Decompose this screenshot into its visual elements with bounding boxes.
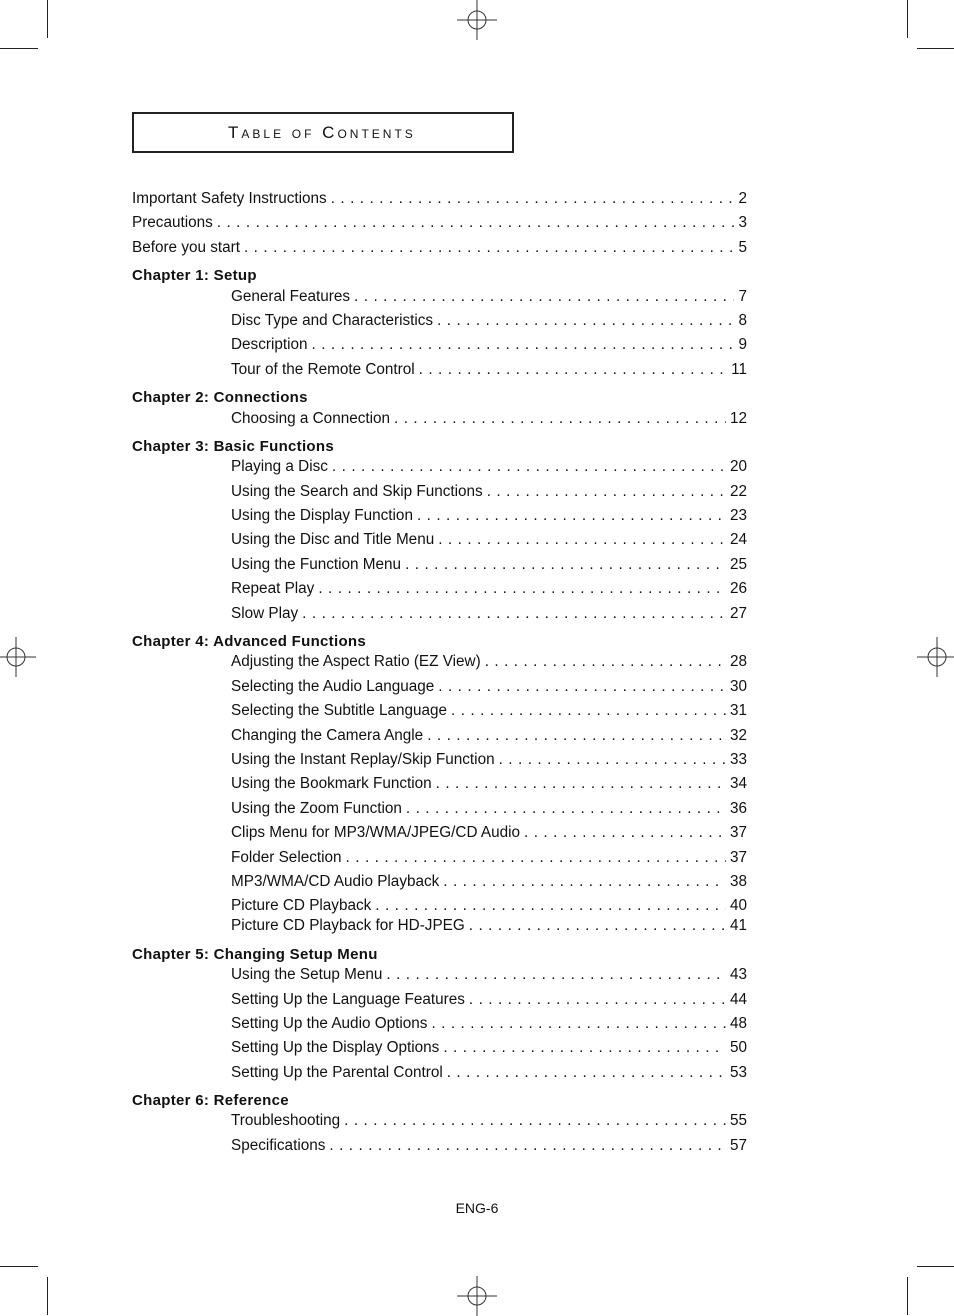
toc-entry[interactable] xyxy=(132,897,747,917)
toc-entry-page: 20 xyxy=(729,458,747,476)
toc-entry-title: Important Safety Instructions xyxy=(132,190,327,207)
toc-entry-page: 38 xyxy=(729,872,747,890)
toc-entry-title: Troubleshooting xyxy=(231,1112,341,1130)
dot-leader xyxy=(302,605,726,623)
dot-leader xyxy=(354,288,734,306)
dot-leader xyxy=(386,966,726,984)
dot-leader xyxy=(332,458,726,476)
crop-mark xyxy=(47,0,48,38)
dot-leader xyxy=(427,727,726,745)
chapter-heading: Chapter 4: Advanced Functions xyxy=(132,633,367,651)
toc-entry-title: Setting Up the Audio Options xyxy=(231,1014,428,1032)
crop-mark xyxy=(907,1277,908,1315)
toc-entry[interactable] xyxy=(132,775,747,799)
toc-entry[interactable] xyxy=(132,214,747,238)
toc-entry-title: Using the Bookmark Function xyxy=(231,775,432,793)
dot-leader xyxy=(244,239,735,257)
toc-entry[interactable] xyxy=(132,507,747,531)
toc-entry[interactable] xyxy=(132,580,747,604)
registration-mark-icon xyxy=(917,637,954,677)
toc-entry[interactable] xyxy=(132,556,747,580)
toc-entry-page: 3 xyxy=(738,214,747,232)
toc-entry-page: 9 xyxy=(738,336,747,354)
page-title: Table of Contents xyxy=(228,123,416,142)
toc-entry-title: Picture CD Playback for HD-JPEG xyxy=(231,917,465,935)
toc-entry-page: 43 xyxy=(729,966,747,984)
dot-leader xyxy=(499,751,726,769)
toc-entry[interactable] xyxy=(132,873,747,897)
toc-entry-page: 23 xyxy=(729,507,747,525)
toc-entry-page: 25 xyxy=(729,555,747,573)
page-number: ENG-6 xyxy=(455,1200,499,1216)
toc-entry-title: Clips Menu for MP3/WMA/JPEG/CD Audio xyxy=(231,824,521,842)
toc-entry-title: Using the Search and Skip Functions xyxy=(231,482,483,500)
toc-entry-title: Selecting the Audio Language xyxy=(231,677,435,695)
toc-entry-page: 57 xyxy=(729,1136,747,1154)
toc-entry[interactable] xyxy=(132,991,747,1015)
toc-entry-page: 12 xyxy=(729,409,747,427)
toc-entry[interactable] xyxy=(132,190,747,214)
toc-entry-title: Using the Disc and Title Menu xyxy=(231,531,435,549)
dot-leader xyxy=(469,917,726,935)
toc-entry[interactable] xyxy=(132,678,747,702)
toc-entry-title: Precautions xyxy=(132,214,213,232)
toc-entry[interactable] xyxy=(132,1039,747,1063)
toc-entry[interactable] xyxy=(132,1137,747,1161)
dot-leader xyxy=(318,580,726,598)
toc-entry[interactable] xyxy=(132,410,747,434)
toc-entry[interactable] xyxy=(132,800,747,824)
toc-entry-title: Folder Selection xyxy=(231,848,342,866)
toc-entry-page: 48 xyxy=(729,1014,747,1032)
toc-entry-page: 33 xyxy=(729,750,747,768)
dot-leader xyxy=(329,1137,726,1155)
chapter-heading: Chapter 2: Connections xyxy=(132,389,308,407)
toc-entry-page: 2 xyxy=(738,190,747,207)
toc-entry-page: 31 xyxy=(729,702,747,720)
toc-entry[interactable] xyxy=(132,239,747,263)
toc-entry-page: 55 xyxy=(729,1112,747,1130)
toc-entry-page: 7 xyxy=(738,287,747,305)
registration-mark-icon xyxy=(457,0,497,40)
toc-entry[interactable] xyxy=(132,849,747,873)
dot-leader xyxy=(331,190,735,208)
toc-entry[interactable] xyxy=(132,966,747,990)
dot-leader xyxy=(485,653,726,671)
toc-entry[interactable] xyxy=(132,458,747,482)
dot-leader xyxy=(217,214,735,232)
dot-leader xyxy=(417,507,726,525)
registration-mark-icon xyxy=(0,637,36,677)
toc-entry[interactable] xyxy=(132,531,747,555)
toc-entry-page: 28 xyxy=(729,653,747,671)
toc-entry-title: Selecting the Subtitle Language xyxy=(231,702,448,720)
toc-entry[interactable] xyxy=(132,1015,747,1039)
dot-leader xyxy=(394,410,726,428)
toc-entry-page: 53 xyxy=(729,1063,747,1081)
dot-leader xyxy=(438,678,726,696)
toc-entry-page: 34 xyxy=(729,775,747,793)
dot-leader xyxy=(436,775,726,793)
toc-entry-page: 50 xyxy=(729,1039,747,1057)
chapter-heading: Chapter 5: Changing Setup Menu xyxy=(132,945,378,963)
toc-entry-title: Using the Instant Replay/Skip Function xyxy=(231,750,495,768)
toc-entry-title: Disc Type and Characteristics xyxy=(231,311,434,329)
toc-entry-title: Changing the Camera Angle xyxy=(231,726,424,744)
toc-entry-title: Repeat Play xyxy=(231,580,315,598)
dot-leader xyxy=(431,1015,726,1033)
dot-leader xyxy=(443,873,726,891)
toc-entry[interactable] xyxy=(132,1112,747,1136)
toc-entry-title: Picture CD Playback xyxy=(231,897,372,915)
dot-leader xyxy=(405,556,726,574)
toc-entry[interactable] xyxy=(132,824,747,848)
toc-entry-title: Setting Up the Display Options xyxy=(231,1039,440,1057)
dot-leader xyxy=(419,361,727,379)
dot-leader xyxy=(469,991,726,1009)
dot-leader xyxy=(438,531,726,549)
toc-entry-title: Using the Setup Menu xyxy=(231,966,383,984)
chapter-heading: Chapter 3: Basic Functions xyxy=(132,437,335,455)
toc-entry-page: 24 xyxy=(729,531,747,549)
toc-entry-title: Adjusting the Aspect Ratio (EZ View) xyxy=(231,653,481,671)
toc-entry[interactable] xyxy=(132,605,747,629)
toc-entry-title: Slow Play xyxy=(231,604,299,622)
chapter-heading: Chapter 1: Setup xyxy=(132,267,257,285)
dot-leader xyxy=(437,312,734,330)
crop-mark xyxy=(917,48,954,49)
dot-leader xyxy=(451,702,726,720)
dot-leader xyxy=(487,483,726,501)
toc-entry-title: Specifications xyxy=(231,1136,326,1154)
toc-entry[interactable] xyxy=(132,361,747,385)
toc-entry-page: 32 xyxy=(729,726,747,744)
toc-entry-title: Using the Zoom Function xyxy=(231,799,402,817)
toc-entry-title: Before you start xyxy=(132,238,240,256)
toc-entry-title: Using the Function Menu xyxy=(231,555,402,573)
crop-mark xyxy=(0,1266,38,1267)
crop-mark xyxy=(907,0,908,38)
registration-mark-icon xyxy=(457,1276,497,1316)
dot-leader xyxy=(375,897,726,915)
toc-entry-title: Description xyxy=(231,336,308,354)
title-box xyxy=(132,112,514,153)
toc-entry[interactable] xyxy=(132,483,747,507)
toc-entry-page: 36 xyxy=(729,799,747,817)
toc-entry[interactable] xyxy=(132,653,747,677)
toc-entry[interactable] xyxy=(132,336,747,360)
toc-entry-page: 30 xyxy=(729,677,747,695)
toc-entry-page: 37 xyxy=(729,848,747,866)
toc-entry[interactable] xyxy=(132,727,747,751)
dot-leader xyxy=(346,849,726,867)
toc-entry-page: 44 xyxy=(729,990,747,1008)
toc-entry-title: General Features xyxy=(231,287,351,305)
toc-entry-title: Playing a Disc xyxy=(231,458,328,476)
toc-entry-page: 8 xyxy=(738,311,747,329)
toc-entry-page: 5 xyxy=(738,238,747,256)
toc-entry-title: MP3/WMA/CD Audio Playback xyxy=(231,872,440,890)
toc-entry[interactable] xyxy=(132,702,747,726)
toc-entry-title: Choosing a Connection xyxy=(231,409,391,427)
toc-entry-page: 26 xyxy=(729,580,747,598)
chapter-heading: Chapter 6: Reference xyxy=(132,1092,289,1110)
crop-mark xyxy=(0,48,38,49)
toc-entry-page: 41 xyxy=(729,917,747,935)
toc-entry-page: 11 xyxy=(731,360,747,378)
toc-entry[interactable] xyxy=(132,751,747,775)
dot-leader xyxy=(344,1112,726,1130)
toc-entry-title: Setting Up the Language Features xyxy=(231,990,465,1008)
dot-leader xyxy=(443,1039,726,1057)
toc-entry-page: 37 xyxy=(729,824,747,842)
dot-leader xyxy=(447,1064,726,1082)
table-of-contents xyxy=(132,190,747,1161)
toc-entry-page: 27 xyxy=(729,604,747,622)
toc-entry-page: 22 xyxy=(729,482,747,500)
crop-mark xyxy=(917,1266,954,1267)
dot-leader xyxy=(312,336,735,354)
toc-entry-title: Setting Up the Parental Control xyxy=(231,1063,443,1081)
toc-entry-title: Using the Display Function xyxy=(231,507,413,525)
crop-mark xyxy=(47,1277,48,1315)
toc-entry-title: Tour of the Remote Control xyxy=(231,360,415,378)
toc-entry[interactable] xyxy=(132,288,747,312)
toc-entry[interactable] xyxy=(132,312,747,336)
dot-leader xyxy=(524,824,726,842)
dot-leader xyxy=(406,800,726,818)
toc-entry-page: 40 xyxy=(729,897,747,915)
toc-entry[interactable] xyxy=(132,917,747,941)
toc-entry[interactable] xyxy=(132,1064,747,1088)
